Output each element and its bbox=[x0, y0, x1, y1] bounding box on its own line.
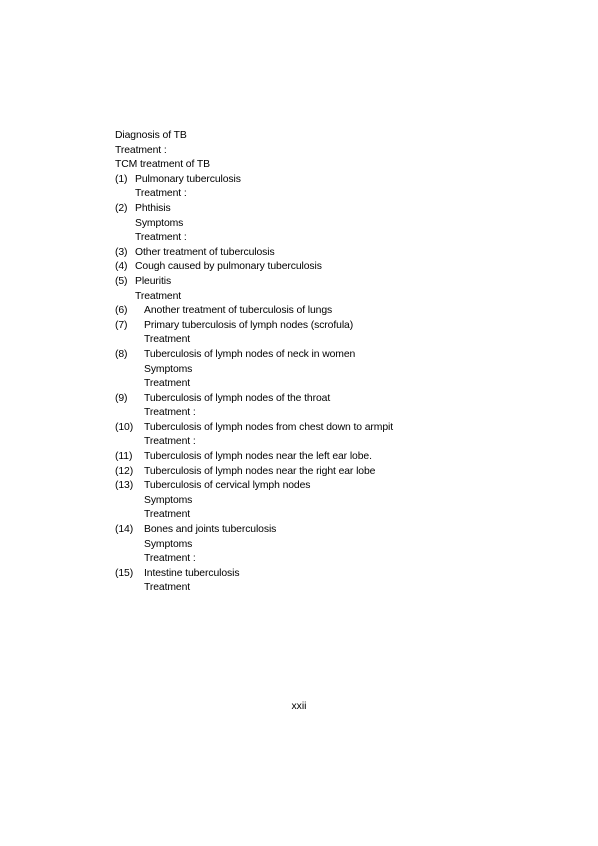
toc-entry-title: Treatment bbox=[144, 378, 191, 390]
toc-entry-title: Intestine tuberculosis bbox=[144, 567, 240, 579]
toc-entry bbox=[115, 304, 535, 319]
page-number: xxii bbox=[291, 701, 307, 712]
toc-entry-title: Cough caused by pulmonary tuberculosis bbox=[135, 261, 322, 273]
toc-entry bbox=[115, 523, 535, 538]
toc-entry-title: Treatment : bbox=[144, 436, 196, 448]
toc-entry-title: Treatment bbox=[135, 290, 182, 302]
toc-entry-title: Treatment bbox=[144, 509, 191, 521]
toc-entry-title: Treatment : bbox=[135, 188, 187, 200]
toc-entry bbox=[115, 392, 535, 407]
toc-entry-title: Tuberculosis of lymph nodes of neck in women bbox=[144, 348, 356, 360]
toc-entry bbox=[115, 479, 535, 494]
toc-entry bbox=[115, 421, 535, 436]
toc-entry-number: (6) bbox=[115, 305, 128, 317]
toc-entry bbox=[115, 406, 535, 421]
toc-entry bbox=[115, 435, 535, 450]
toc-entry bbox=[115, 508, 535, 523]
toc-entry-title: Diagnosis of TB bbox=[115, 130, 187, 141]
toc-entry-title: Symptoms bbox=[135, 217, 184, 229]
toc-entry-title: Phthisis bbox=[135, 202, 171, 214]
toc-entry-title: Other treatment of tuberculosis bbox=[135, 246, 275, 258]
toc-entry-title: Treatment bbox=[144, 582, 191, 594]
toc-entry bbox=[115, 552, 535, 567]
toc-entry-number: (15) bbox=[115, 567, 134, 579]
toc-entry bbox=[115, 290, 535, 305]
toc-entry bbox=[115, 144, 535, 159]
toc-entry bbox=[115, 319, 535, 334]
toc-entry-number: (3) bbox=[115, 246, 128, 258]
toc-entry-number: (12) bbox=[115, 465, 134, 477]
toc-entry bbox=[115, 129, 535, 144]
toc-entry-title: Symptoms bbox=[144, 538, 193, 550]
toc-entry bbox=[115, 450, 535, 465]
toc-entry-number: (8) bbox=[115, 348, 128, 360]
toc-entry bbox=[115, 217, 535, 232]
toc-entry bbox=[115, 567, 535, 582]
toc-entry bbox=[115, 158, 535, 173]
toc-entry-title: Tuberculosis of lymph nodes of the throat bbox=[144, 392, 331, 404]
toc-entry bbox=[115, 246, 535, 261]
toc-entry bbox=[115, 260, 535, 275]
toc-entry bbox=[115, 494, 535, 509]
toc-entry-title: Tuberculosis of cervical lymph nodes bbox=[144, 480, 311, 492]
toc-entry-number: (1) bbox=[115, 173, 128, 185]
toc-entry-title: Tuberculosis of lymph nodes near the right ear lobe bbox=[144, 465, 376, 477]
toc-entry-number: (13) bbox=[115, 480, 134, 492]
toc-entry bbox=[115, 202, 535, 217]
toc-entry bbox=[115, 465, 535, 480]
toc-entry bbox=[115, 231, 535, 246]
toc-entry-title: Symptoms bbox=[144, 363, 193, 375]
toc-entry-number: (2) bbox=[115, 202, 128, 214]
toc-entry bbox=[115, 348, 535, 363]
toc-entry-title: Tuberculosis of lymph nodes from chest down to armpit bbox=[144, 421, 393, 433]
toc-entry-number: (4) bbox=[115, 261, 128, 273]
toc-entry-number: (9) bbox=[115, 392, 128, 404]
toc-entry bbox=[115, 333, 535, 348]
toc-entry bbox=[115, 581, 535, 596]
toc-entry-title: Treatment : bbox=[115, 144, 167, 156]
toc-entry bbox=[115, 377, 535, 392]
toc-entry-title: Tuberculosis of lymph nodes near the left ear lobe. bbox=[144, 451, 372, 463]
toc-entry bbox=[115, 275, 535, 290]
toc-entry-title: Bones and joints tuberculosis bbox=[144, 524, 277, 536]
toc-entry bbox=[115, 173, 535, 188]
toc-entry-title: Treatment bbox=[144, 334, 191, 346]
toc-entry-title: TCM treatment of TB bbox=[115, 159, 210, 171]
toc-entry-number: (5) bbox=[115, 275, 128, 287]
toc-entry bbox=[115, 538, 535, 553]
table-of-contents bbox=[115, 129, 535, 596]
toc-entry-number: (10) bbox=[115, 421, 134, 433]
toc-entry-number: (14) bbox=[115, 524, 134, 536]
toc-entry-title: Treatment : bbox=[135, 232, 187, 244]
toc-entry bbox=[115, 187, 535, 202]
toc-entry-number: (11) bbox=[115, 451, 133, 463]
toc-entry-title: Another treatment of tuberculosis of lungs bbox=[144, 305, 333, 317]
toc-entry-title: Pulmonary tuberculosis bbox=[135, 173, 241, 185]
toc-entry-number: (7) bbox=[115, 319, 128, 331]
toc-entry bbox=[115, 363, 535, 378]
toc-entry-title: Treatment : bbox=[144, 407, 196, 419]
toc-entry-title: Pleuritis bbox=[135, 275, 172, 287]
toc-entry-title: Symptoms bbox=[144, 494, 193, 506]
toc-entry-title: Treatment : bbox=[144, 553, 196, 565]
toc-entry-title: Primary tuberculosis of lymph nodes (scrofula) bbox=[144, 319, 354, 331]
